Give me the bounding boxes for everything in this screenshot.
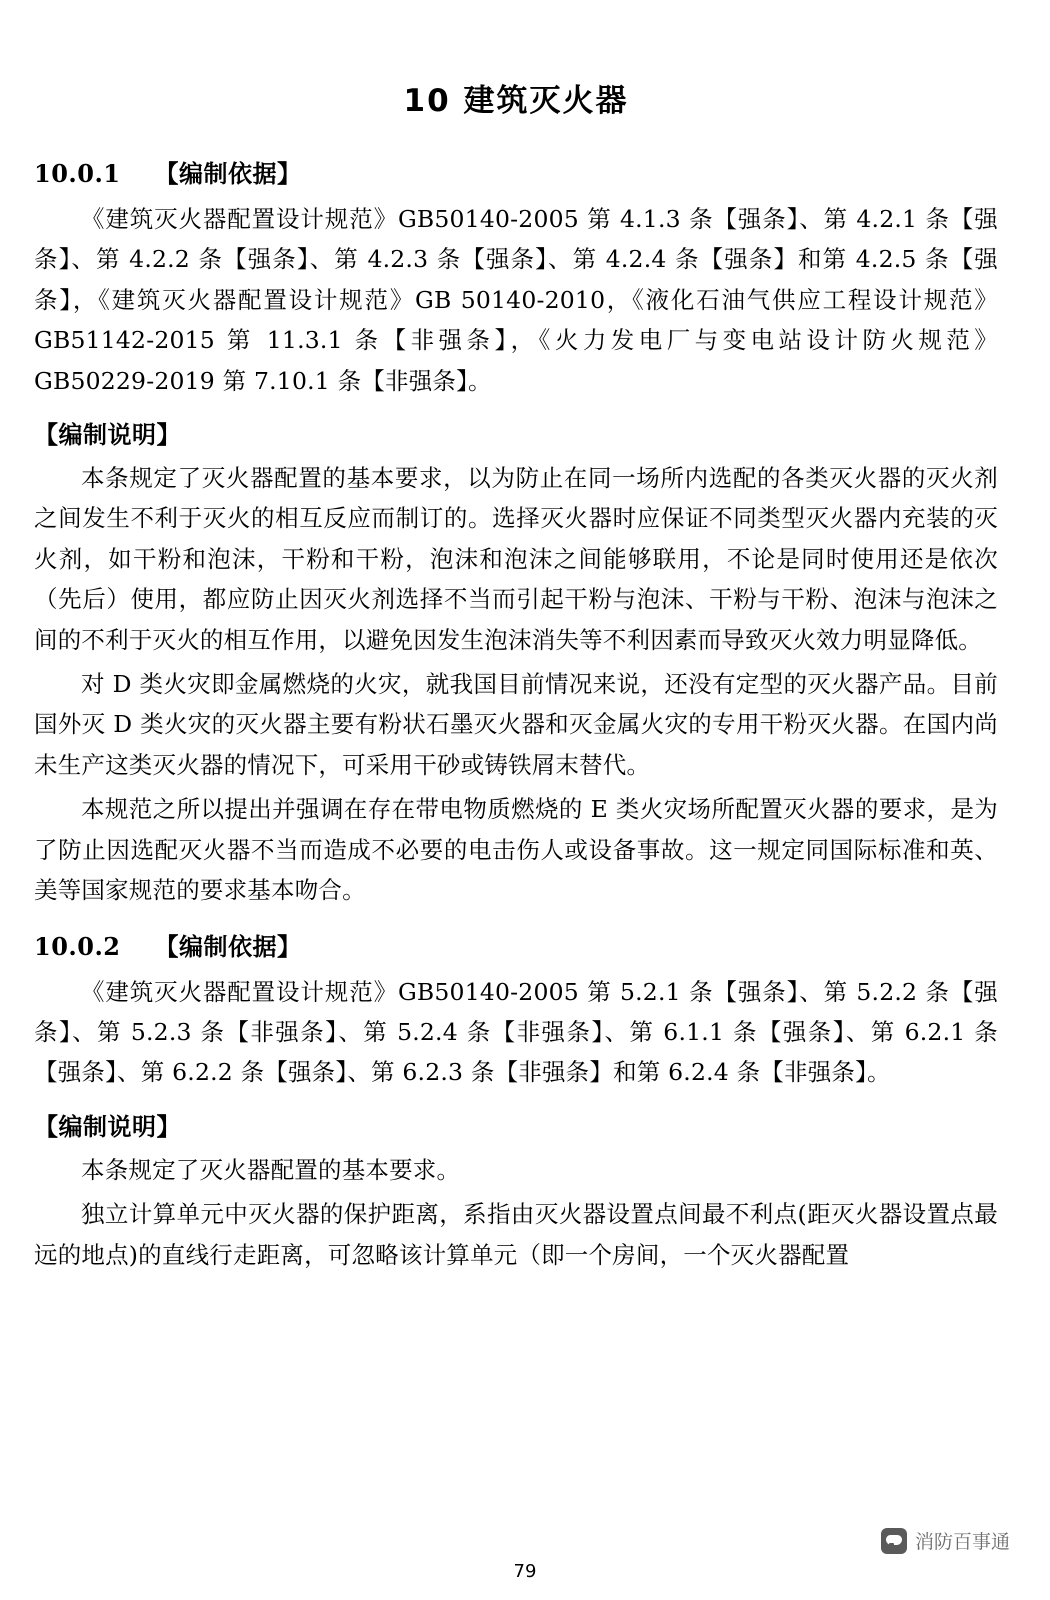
explanation-paragraph: 本条规定了灭火器配置的基本要求。 (81, 1155, 461, 1184)
explanation-paragraph: 本规范之所以提出并强调在存在带电物质燃烧的 E 类火灾场所配置灭火器的要求，是为了防止因选配灭火器不当而造成不必要的电击伤人或设备事故。这一规定同国际标准和英、美等国家规范的要求基本吻合。 (34, 795, 998, 905)
page-title: 10 建筑灭火器 (403, 83, 629, 119)
explanation-paragraph: 独立计算单元中灭火器的保护距离，系指由灭火器设置点间最不利点(距灭火器设置点最远的地点)的直线行走距离，可忽略该计算单元（即一个房间，一个灭火器配置 (34, 1200, 998, 1269)
watermark-text: 消防百事通 (914, 1531, 1010, 1553)
explanation-label-10-0-1: 【编制说明】 (34, 421, 181, 450)
clause-label: 【编制依据】 (154, 160, 302, 188)
explanation-paragraph: 对 D 类火灾即金属燃烧的火灾，就我国目前情况来说，还没有定型的灭火器产品。目前国外灭 D 类火灾的灭火器主要有粉状石墨灭火器和灭金属火灾的专用干粉灭火器。在国内尚未生产这类灭火器的情况下，可采用干砂或铸铁屑末替代。 (34, 670, 998, 779)
watermark (881, 1527, 1010, 1554)
clause-label: 【编制依据】 (154, 932, 302, 961)
wechat-account-icon (881, 1528, 907, 1554)
clause-basis-paragraph: 《建筑灭火器配置设计规范》GB50140-2005 第 5.2.1 条【强条】、第 5.2.2 条【强条】、第 5.2.3 条【非强条】、第 5.2.4 条【非强条】、第 6.1.1 条【强条】、第 6.2.1 条【强条】、第 6.2.2 条【强条】、第 6.2.3 条【非强条】和第 6.2.4 条【非强条】。 (34, 977, 998, 1087)
clause-number: 10.0.1 (34, 159, 121, 188)
clause-heading-10-0-2 (34, 927, 998, 962)
page-number: 79 (513, 1561, 537, 1582)
clause-heading-10-0-1 (34, 154, 998, 189)
explanation-paragraph: 本条规定了灭火器配置的基本要求，以为防止在同一场所内选配的各类灭火器的灭火剂之间发生不利于灭火的相互反应而制订的。选择灭火器时应保证不同类型灭火器内充装的灭火剂，如干粉和泡沫，干粉和干粉，泡沫和泡沫之间能够联用，不论是同时使用还是依次（先后）使用，都应防止因灭火剂选择不当而引起干粉与泡沫、干粉与干粉、泡沫与泡沫之间的不利于灭火的相互作用，以避免因发生泡沫消失等不利因素而导致灭火效力明显降低。 (34, 464, 998, 654)
explanation-label-10-0-2: 【编制说明】 (34, 1112, 181, 1141)
clause-number: 10.0.2 (34, 931, 121, 961)
clause-basis-paragraph: 《建筑灭火器配置设计规范》GB50140-2005 第 4.1.3 条【强条】、第 4.2.1 条【强条】、第 4.2.2 条【强条】、第 4.2.3 条【强条】、第 4.2.4 条【强条】和第 4.2.5 条【强条】，《建筑灭火器配置设计规范》GB 50140-2010，《液化石油气供应工程设计规范》GB51142-2015 第 11.3.1 条【非强条】，《火力发电厂与变电站设计防火规范》GB50229-2019 第 7.10.1 条【非强条】。 (34, 205, 998, 395)
